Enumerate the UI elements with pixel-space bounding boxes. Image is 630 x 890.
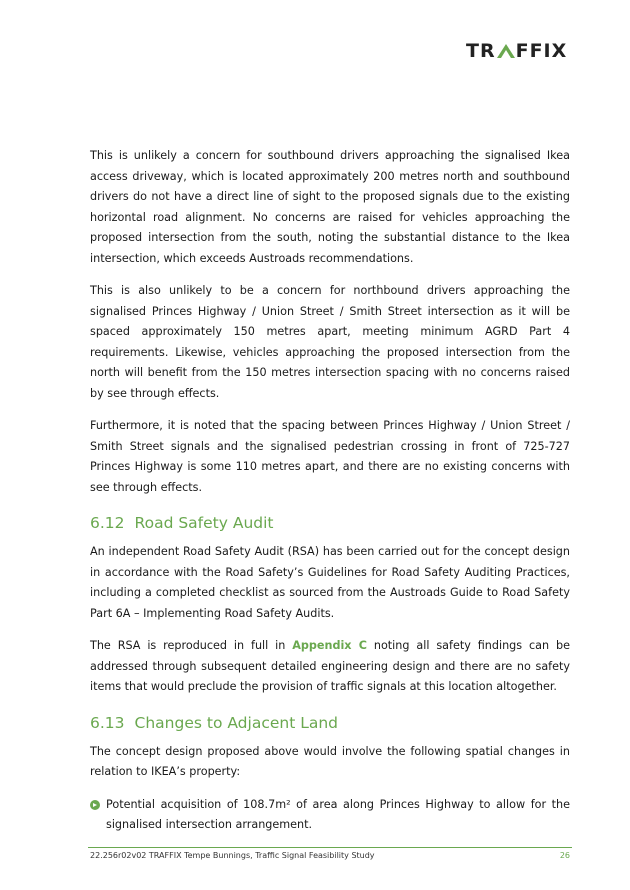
footer-page-number: 26: [559, 851, 570, 860]
traffix-logo: [466, 40, 567, 62]
green-arrow-bullet-icon: [90, 800, 100, 810]
rsa-paragraph-2: [90, 636, 570, 698]
list-item: [90, 795, 570, 836]
section-title: Road Safety Audit: [134, 514, 274, 532]
intro-paragraph-2: This is also unlikely to be a concern for northbound drivers approaching the signalised Princes Highway / Union Street / Smith Street intersection as it will be spaced approximately 150 metres apart, meeting minimum AGRD Part 4 requirements. Likewise, vehicles approaching the proposed intersection from the north will benefit from the 150 metres intersection spacing with no concerns raised by see through effects.: [90, 284, 570, 400]
section-number: 6.12: [90, 514, 125, 532]
list-item-text: Potential acquisition of 108.7m² of area along Princes Highway to allow for the signalised intersection arrangement.: [106, 797, 570, 831]
page-content: [90, 146, 570, 836]
logo-text-right: FFIX: [515, 40, 568, 62]
adjacent-land-paragraph: The concept design proposed above would involve the following spatial changes in relation to IKEA’s property:: [90, 744, 570, 778]
rsa-paragraph-1: An independent Road Safety Audit (RSA) has been carried out for the concept design in accordance with the Road Safety’s Guidelines for Road Safety Auditing Practices, including a completed checklist as sourced from the Austroads Guide to Road Safety Part 6A – Implementing Road Safety Audits.: [90, 545, 570, 620]
bullet-list: [90, 795, 570, 836]
footer-divider: [88, 847, 572, 848]
section-number: 6.13: [90, 713, 125, 732]
intro-paragraph-3: Furthermore, it is noted that the spacing between Princes Highway / Union Street / Smith Street signals and the signalised pedestrian crossing in front of 725-727 Princes Highway is some 110 metres apart, and there are no existing concerns with see through effects.: [90, 419, 570, 494]
rsa-text-before-link: The RSA is reproduced in full in: [90, 639, 293, 652]
logo-text-left: TR: [466, 40, 496, 62]
appendix-c-link[interactable]: Appendix C: [292, 639, 367, 652]
section-heading-road-safety-audit: [90, 512, 570, 534]
section-heading-changes-adjacent-land: [90, 712, 570, 734]
section-title: Changes to Adjacent Land: [134, 713, 339, 732]
rsa-text-after-link: noting all safety findings can be addressed through subsequent detailed engineering design and there are no safety items that would preclude the provision of traffic signals at this location altogether.: [90, 639, 570, 693]
logo-a-chevron-icon: [497, 44, 515, 58]
footer-document-reference: 22.256r02v02 TRAFFIX Tempe Bunnings, Traffic Signal Feasibility Study: [90, 851, 375, 860]
intro-paragraph-1: This is unlikely a concern for southbound drivers approaching the signalised Ikea access driveway, which is located approximately 200 metres north and southbound drivers do not have a direct line of sight to the proposed signals due to the existing horizontal road alignment. No concerns are raised for vehicles approaching the proposed intersection from the south, noting the substantial distance to the Ikea intersection, which exceeds Austroads recommendations.: [90, 149, 570, 265]
